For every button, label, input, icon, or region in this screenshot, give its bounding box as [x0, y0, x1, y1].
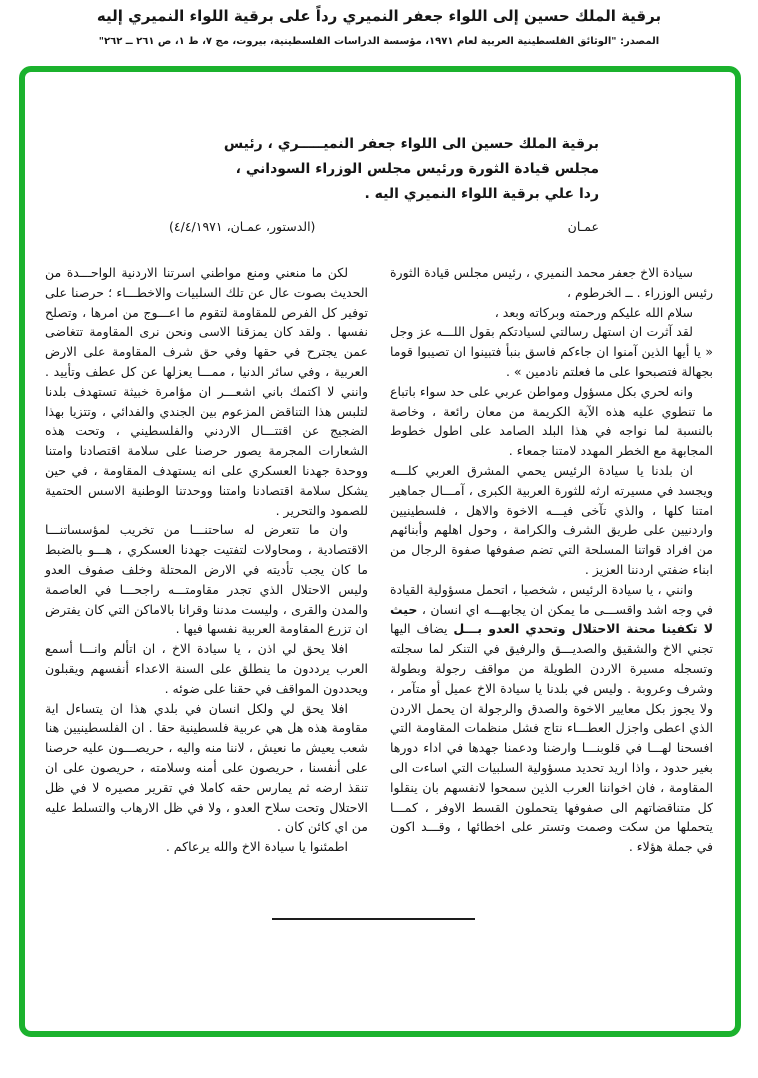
- text-run: سيادة الاخ جعفر محمد النميري ، رئيس مجلس قيادة الثورة رئيس الوزراء . ــ الخرطوم ،: [390, 265, 713, 300]
- dateline: [169, 219, 599, 234]
- highlight-frame: [19, 66, 741, 1037]
- text-run: افلا يحق لي ولكل انسان في بلدي هذا ان يتساءل اية مقاومة هذه هل هي عربية فلسطينية حقا . ان الفلسطينيين هنا شعب يعيش ما نعيش ، لاننا منه واليه ، حريصـــون عليه حرصنا على أنفسنا ، حريصون على أمنه وسلامته ، حريصون على ان تنقذ ارضه ثم يمارس حقه كاملا في تقرير مصيره لا في ظل الاحتلال وتحت سلاح العدو ، ولا في ظل الارهاب والتسلط عليه من اي كائن كان .: [45, 700, 368, 835]
- text-run: اطمئنوا يا سيادة الاخ والله يرعاكم .: [165, 839, 348, 855]
- dateline-reference: (الدستور، عمـان، ٤/٤/١٩٧١): [169, 219, 316, 234]
- paragraph: [390, 580, 713, 857]
- text-run: لكن ما منعني ومنع مواطني اسرتنا الاردنية الواحـــدة من الحديث بصوت عال عن تلك السلبيات والاخطـــاء ؛ حرصنا على توفير كل الفرص للمقاومة لتقوم ما اعـــوج من امرها ، وتصلح نفسها . ولقد كان يمزقنا الاسى ونحن نرى المقاومة تتغاضى عمن يجترح في حقها وفي حق شرف المقاومة على الارض العربية ، وفي سائر الدنيا ، ممـــا يعزلها عن كل عطف وتأييد . وانني لا اكتمك باني اشعـــر ان مؤامرة خبيثة تستهدف بلدنا لتلبس هذا التناقض المزعوم بين الجندي والفدائي ، وتتزيا بهذا الضجيج عن اقتتـــال الاردني والفلسطيني ، وتحت هذه الشعارات المجرمة يصور حرصنا على سلامة اقتصادنا وامتنا ووحدة جهدنا العسكري على انه يستهدف المقاومة ، في حين يشكل سلامة اقتصادنا وامتنا ووحدتنا الوطنية الاسس الحتمية للصمود والتحرير .: [45, 265, 368, 518]
- text-run: وانني ، يا سيادة الرئيس ، شخصيا ، اتحمل مسؤولية القيادة في وجه اشد واقســـى ما يمكن ان يجابهـــه اي انسان ،: [390, 581, 713, 617]
- text-run: ان بلدنا يا سيادة الرئيس يحمي المشرق العربي كلـــه ويجسد في مسيرته ارثه للثورة العربية الكبرى ، آمـــال جماهير امتنا كلها ، والذي تآخى فيـــه الاخوة والاهل ، فلسطينيين واردنيين على طريق الشرف والكرامة ، وحول اهلهم وأبنائهم من افراد قواتنا المسلحة التي تضم صفوفها صفوة الرجال من ابناء ضفتي اردننا العزيز .: [390, 462, 713, 577]
- text-run: افلا يحق لي اذن ، يا سيادة الاخ ، ان اتألم وانـــا أسمع العرب يرددون ما ينطلق على السنة الاعداء أنفسهم ويقبلون ويحددون المواقف في حقنا على ضوئه .: [45, 641, 368, 696]
- telegram-heading-line: ردا علي برقية اللواء النميري اليه .: [364, 186, 599, 202]
- telegram-heading: [169, 132, 599, 207]
- paragraph: [45, 639, 368, 698]
- text-run: وان ما تتعرض له ساحتنـــا من تخريب لمؤسساتنـــا الاقتصادية ، ومحاولات لتفتيت جهدنا العسكري ، هـــو بالضبط ما كان يجب تأديته في الارض المحتلة وخلف صفوف العدو وليس الاحتلال الذي تجدر مقاومتـــه راجحـــا في العاصمة والمدن والقرى ، وليست مدننا وقرانا بالاماكن التي كان يفترض ان تزرع المقاومة العربية نفسها فيها .: [45, 522, 368, 637]
- paragraph: [390, 303, 713, 323]
- telegram-heading-line: برقية الملك حسين الى اللواء جعفر النميـــــري ، رئيس: [223, 136, 599, 152]
- paragraph: [45, 263, 368, 520]
- body-columns: [45, 263, 713, 857]
- document-title: برقية الملك حسين إلى اللواء جعفر النميري رداً على برقية اللواء النميري إليه: [96, 7, 662, 25]
- text-run: وانه لحري بكل مسؤول ومواطن عربي على حد سواء باتباع ما تنطوي عليه هذه الآية الكريمة من معان رائعة ، وخاصة بالنسبة لما نواجه في هذا البلد الصامد على اطول خطوط المجابهة مع الخطر المهدد لامتنا جمعاء .: [390, 383, 713, 459]
- text-run: سلام الله عليكم ورحمته وبركاته وبعد ،: [494, 304, 693, 320]
- paragraph: [45, 520, 368, 639]
- text-column-right: [390, 263, 713, 857]
- paragraph: [45, 699, 368, 838]
- section-divider: [272, 918, 475, 920]
- paragraph: [390, 263, 713, 303]
- telegram-heading-block: [169, 132, 599, 234]
- paragraph: [390, 322, 713, 381]
- paragraph: [390, 382, 713, 461]
- text-column-left: [45, 263, 368, 857]
- text-run: لقد آثرت ان استهل رسالتي لسيادتكم بقول اللـــه عز وجل « يا أيها الذين آمنوا ان جاءكم فاسق بنبأ فتبينوا ان تصيبوا قوما بجهالة فتصبحوا على ما فعلتم نادمين » .: [390, 324, 713, 379]
- dateline-city: عمـان: [567, 219, 599, 234]
- bold-text-run: حيث لا تكفينا محنة الاحتلال وتحدي العدو بـــل: [390, 601, 713, 637]
- paragraph: [390, 461, 713, 580]
- telegram-heading-line: مجلس قيادة الثورة ورئيس مجلس الوزراء السوداني ،: [235, 161, 599, 177]
- paragraph: [45, 837, 368, 857]
- source-citation: المصدر: "الوثائق الفلسطينية العربية لعام ١٩٧١، مؤسسة الدراسات الفلسطينية، بيروت، مج ٧، ط ١، ص ٢٦١ ــ ٢٦٢": [98, 36, 660, 47]
- text-run: يضاف اليها تجني الاخ والشقيق والصديـــق والرفيق في التنكر لما سجلته وتسجله مسيرة الاردن الطويلة من مواقف رجولة وبطولة وشرف وعروبة . وليس في بلدنا يا سيادة الاخ عميل أو متآمر ، ولا يجوز بكل معايير الاخوة والصدق والرجولة ان يحمل الاردن الذي اعطى واجزل العطـــاء نتاج فشل منظمات المقاومة التي افسحنا لهـــا في قلوبنـــا وارضنا ودعمنا جهدها في اداء دورها بغير حدود ، واذا اريد تحديد مسؤولية السلبيات التي اساءت الى المقاومة ، فان اخواننا العرب الذين سمحوا لانفسهم بان ينقلوا كل متناقضاتهم الى صفوفها يتحملون القسط الاوفر ، كمـــا يتحملها من سكت وصمت وتستر على اخطائها ، وقـــد اكون في جملة هؤلاء .: [390, 621, 713, 855]
